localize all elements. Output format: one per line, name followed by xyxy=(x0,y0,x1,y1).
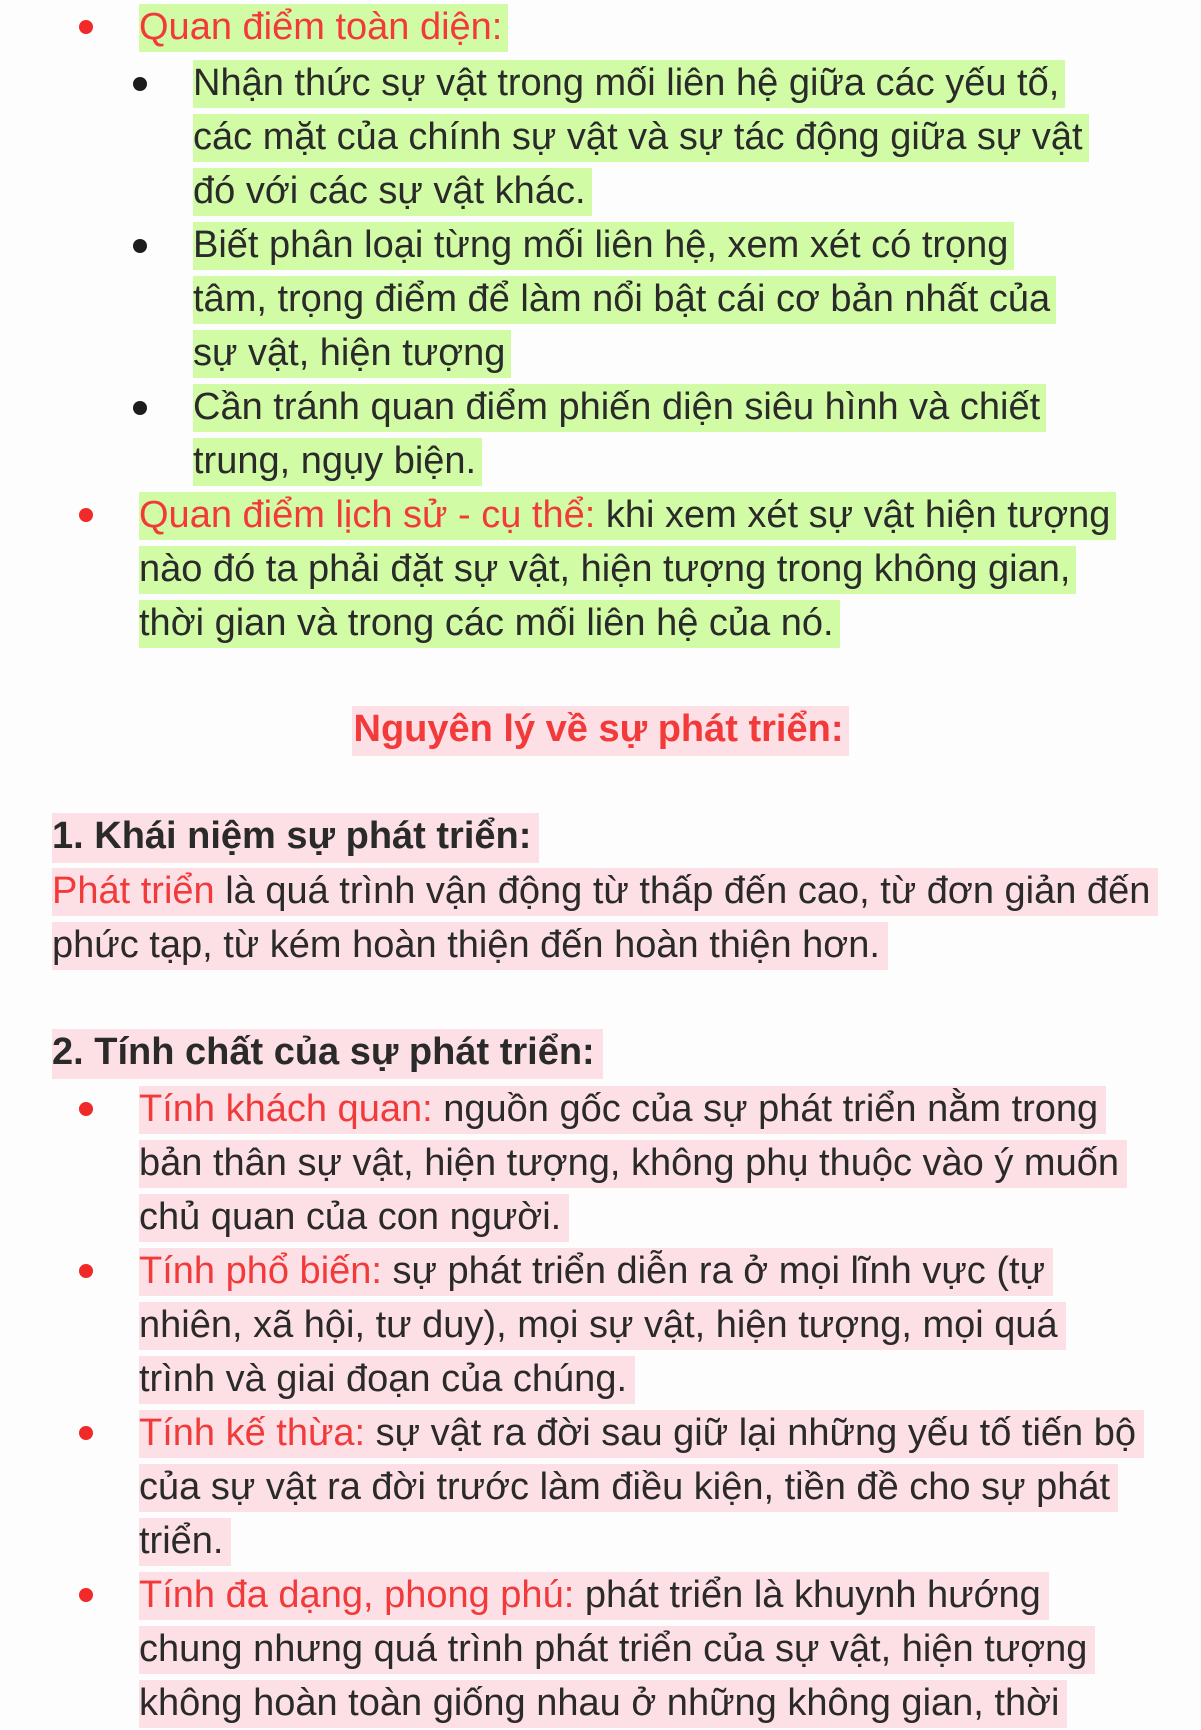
black-bullet-icon xyxy=(133,77,147,91)
red-bullet-icon xyxy=(79,1264,93,1278)
concept-definition xyxy=(52,864,1162,972)
property-term: Tính phổ biến: xyxy=(139,1250,382,1292)
comprehensive-sublist xyxy=(0,56,1141,488)
property-item xyxy=(0,1244,1201,1406)
sub-item xyxy=(0,218,1141,380)
sub-item-text: Biết phân loại từng mối liên hệ, xem xét có trọng tâm, trọng điểm để làm nổi bật cái cơ bản nhất của sự vật, hiện tượng xyxy=(193,222,1056,378)
red-bullet-icon xyxy=(79,508,93,522)
red-bullet-icon xyxy=(79,20,93,34)
property-item xyxy=(0,1568,1201,1730)
red-bullet-icon xyxy=(79,1426,93,1440)
perspective-body: khi xem xét sự vật hiện tượng nào đó ta phải đặt sự vật, hiện tượng trong không gian, thời gian và trong các mối liên hệ của nó. xyxy=(139,494,1111,644)
property-term: Tính đa dạng, phong phú: xyxy=(139,1574,575,1616)
concept-heading: 1. Khái niệm sự phát triển: xyxy=(52,809,539,863)
black-bullet-icon xyxy=(133,401,147,415)
red-bullet-icon xyxy=(79,1102,93,1116)
red-bullet-icon xyxy=(79,1588,93,1602)
perspective-list xyxy=(0,0,1201,650)
concept-term: Phát triển xyxy=(52,870,215,912)
perspective-item-comprehensive xyxy=(0,0,1201,488)
property-text: phát triển là khuynh hướng chung nhưng quá trình phát triển của sự vật, hiện tượng không hoàn toàn giống nhau ở những không gian, thời xyxy=(139,1574,1088,1724)
sub-item xyxy=(0,56,1141,218)
concept-text: là quá trình vận động từ thấp đến cao, từ đơn giản đến phức tạp, từ kém hoàn thiện đến hoàn thiện hơn. xyxy=(52,870,1151,966)
perspective-title: Quan điểm lịch sử - cụ thể: xyxy=(139,494,596,536)
sub-item xyxy=(0,380,1141,488)
perspective-item-historical xyxy=(0,488,1201,650)
property-text: nguồn gốc của sự phát triển nằm trong bản thân sự vật, hiện tượng, không phụ thuộc vào ý muốn chủ quan của con người. xyxy=(139,1088,1119,1238)
property-term: Tính kế thừa: xyxy=(139,1412,366,1454)
black-bullet-icon xyxy=(133,239,147,253)
properties-heading: 2. Tính chất của sự phát triển: xyxy=(52,1025,603,1079)
property-text: sự phát triển diễn ra ở mọi lĩnh vực (tự nhiên, xã hội, tư duy), mọi sự vật, hiện tượng, mọi quá trình và giai đoạn của chúng. xyxy=(139,1250,1058,1400)
sub-item-text: Nhận thức sự vật trong mối liên hệ giữa các yếu tố, các mặt của chính sự vật và sự tác động giữa sự vật đó với các sự vật khác. xyxy=(193,60,1089,216)
perspective-title: Quan điểm toàn diện: xyxy=(139,4,508,52)
property-term: Tính khách quan: xyxy=(139,1088,433,1130)
property-item xyxy=(0,1406,1201,1568)
sub-item-text: Cần tránh quan điểm phiến diện siêu hình và chiết trung, ngụy biện. xyxy=(193,384,1046,486)
property-text: sự vật ra đời sau giữ lại những yếu tố tiến bộ của sự vật ra đời trước làm điều kiện, tiền đề cho sự phát triển. xyxy=(139,1412,1136,1562)
principle-heading: Nguyên lý về sự phát triển: xyxy=(0,702,1201,756)
properties-list xyxy=(0,1082,1201,1730)
property-item xyxy=(0,1082,1201,1244)
